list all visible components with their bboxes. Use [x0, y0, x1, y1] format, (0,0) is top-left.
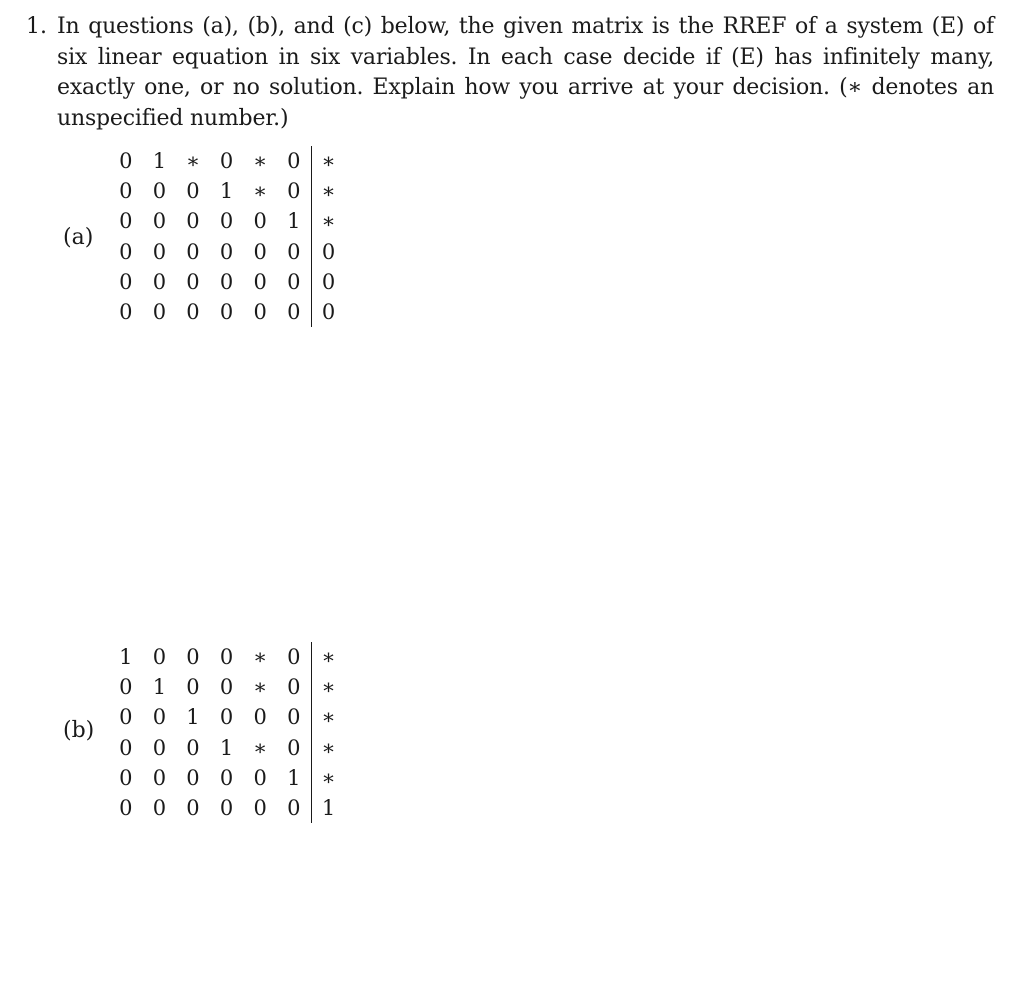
augmented-matrix-a — [109, 146, 346, 327]
matrix-entry: ∗ — [253, 675, 268, 700]
matrix-row — [109, 642, 346, 672]
matrix-entry: 0 — [219, 300, 234, 325]
matrix-entry: 0 — [152, 765, 167, 790]
matrix-entry: 0 — [219, 705, 234, 730]
matrix-entry: 0 — [219, 796, 234, 821]
matrix-entry: 0 — [152, 179, 167, 204]
matrix-entry: ∗ — [253, 179, 268, 204]
augmented-matrix-b — [109, 642, 346, 823]
matrix-entry: 0 — [119, 735, 133, 760]
matrix-entry: 0 — [253, 705, 267, 730]
matrix-row — [109, 267, 346, 297]
matrix-entry: 1 — [119, 645, 133, 670]
matrix-rhs-entry: ∗ — [321, 675, 336, 700]
matrix-rhs-entry: ∗ — [321, 645, 336, 670]
matrix-entry: 0 — [253, 796, 267, 821]
matrix-rhs-entry: ∗ — [321, 209, 336, 234]
matrix-entry: 0 — [287, 269, 301, 294]
matrix-row — [109, 146, 346, 176]
matrix-row — [109, 672, 346, 702]
matrix-entry: 0 — [119, 300, 133, 325]
matrix-rhs-entry: 0 — [321, 239, 336, 264]
matrix-row — [109, 297, 346, 327]
matrix-entry: 0 — [152, 796, 167, 821]
matrix-entry: 0 — [219, 765, 234, 790]
matrix-entry: 0 — [186, 209, 200, 234]
matrix-entry: 0 — [152, 269, 167, 294]
matrix-rhs-entry: ∗ — [321, 179, 336, 204]
problem-number: 1. — [26, 14, 47, 39]
matrix-entry: 0 — [253, 269, 267, 294]
matrix-entry: ∗ — [185, 149, 201, 174]
matrix-entry: 0 — [152, 300, 167, 325]
part-label-b: (b) — [63, 718, 95, 743]
matrix-entry: 1 — [219, 179, 234, 204]
matrix-entry: ∗ — [253, 149, 268, 174]
matrix-entry: 0 — [152, 735, 167, 760]
matrix-entry: 0 — [186, 675, 200, 700]
matrix-entry: ∗ — [253, 735, 268, 760]
matrix-entry: 0 — [152, 239, 167, 264]
matrix-rhs-entry: ∗ — [321, 765, 336, 790]
matrix-entry: 1 — [219, 735, 234, 760]
matrix-row — [109, 237, 346, 267]
matrix-entry: 0 — [186, 239, 200, 264]
matrix-row — [109, 793, 346, 823]
matrix-row — [109, 763, 346, 793]
matrix-entry: 0 — [287, 675, 301, 700]
matrix-entry: 0 — [119, 765, 133, 790]
problem-statement: In questions (a), (b), and (c) below, the given matrix is the RREF of a system (E) of six linear equation in six variables. In each case decide if (E) has infinitely many, exactly one, or no solution. Explain how you arrive at your decision. (∗ denotes an unspecified number.) — [57, 14, 994, 131]
matrix-entry: 0 — [253, 209, 267, 234]
matrix-entry: 1 — [152, 149, 167, 174]
matrix-entry: 0 — [186, 300, 200, 325]
matrix-entry: 0 — [219, 149, 234, 174]
matrix-entry: 0 — [186, 645, 200, 670]
matrix-entry: 0 — [287, 796, 301, 821]
matrix-entry: 0 — [152, 645, 167, 670]
matrix-rhs-entry: 1 — [321, 796, 336, 821]
matrix-entry: 0 — [219, 675, 234, 700]
matrix-entry: 0 — [152, 209, 167, 234]
matrix-entry: 1 — [152, 675, 167, 700]
matrix-entry: 0 — [186, 796, 200, 821]
matrix-entry: 0 — [287, 645, 301, 670]
matrix-rhs-entry: 0 — [321, 269, 336, 294]
matrix-entry: 0 — [287, 705, 301, 730]
matrix-entry: 0 — [219, 645, 234, 670]
matrix-row — [109, 176, 346, 206]
matrix-entry: 0 — [219, 209, 234, 234]
matrix-rhs-entry: 0 — [321, 300, 336, 325]
matrix-entry: 0 — [186, 179, 200, 204]
matrix-entry: 0 — [119, 705, 133, 730]
matrix-entry: 0 — [119, 239, 133, 264]
matrix-entry: 0 — [186, 765, 200, 790]
part-label-a: (a) — [63, 225, 94, 250]
matrix-entry: 1 — [287, 765, 301, 790]
matrix-entry: 0 — [253, 239, 267, 264]
matrix-row — [109, 733, 346, 763]
matrix-entry: 0 — [287, 300, 301, 325]
matrix-entry: 0 — [287, 239, 301, 264]
matrix-rhs-entry: ∗ — [321, 149, 336, 174]
matrix-entry: 1 — [186, 705, 200, 730]
matrix-entry: ∗ — [253, 645, 268, 670]
matrix-entry: 0 — [186, 735, 200, 760]
matrix-entry: 0 — [287, 179, 301, 204]
matrix-rhs-entry: ∗ — [321, 735, 336, 760]
matrix-entry: 1 — [287, 209, 301, 234]
matrix-entry: 0 — [119, 149, 133, 174]
matrix-row — [109, 702, 346, 732]
matrix-rhs-entry: ∗ — [321, 705, 336, 730]
matrix-entry: 0 — [287, 735, 301, 760]
matrix-entry: 0 — [219, 239, 234, 264]
matrix-entry: 0 — [287, 149, 301, 174]
matrix-entry: 0 — [219, 269, 234, 294]
matrix-entry: 0 — [253, 765, 267, 790]
matrix-entry: 0 — [119, 796, 133, 821]
matrix-entry: 0 — [152, 705, 167, 730]
matrix-row — [109, 206, 346, 236]
matrix-entry: 0 — [186, 269, 200, 294]
matrix-entry: 0 — [119, 675, 133, 700]
matrix-entry: 0 — [119, 209, 133, 234]
matrix-entry: 0 — [119, 179, 133, 204]
matrix-entry: 0 — [119, 269, 133, 294]
matrix-entry: 0 — [253, 300, 267, 325]
